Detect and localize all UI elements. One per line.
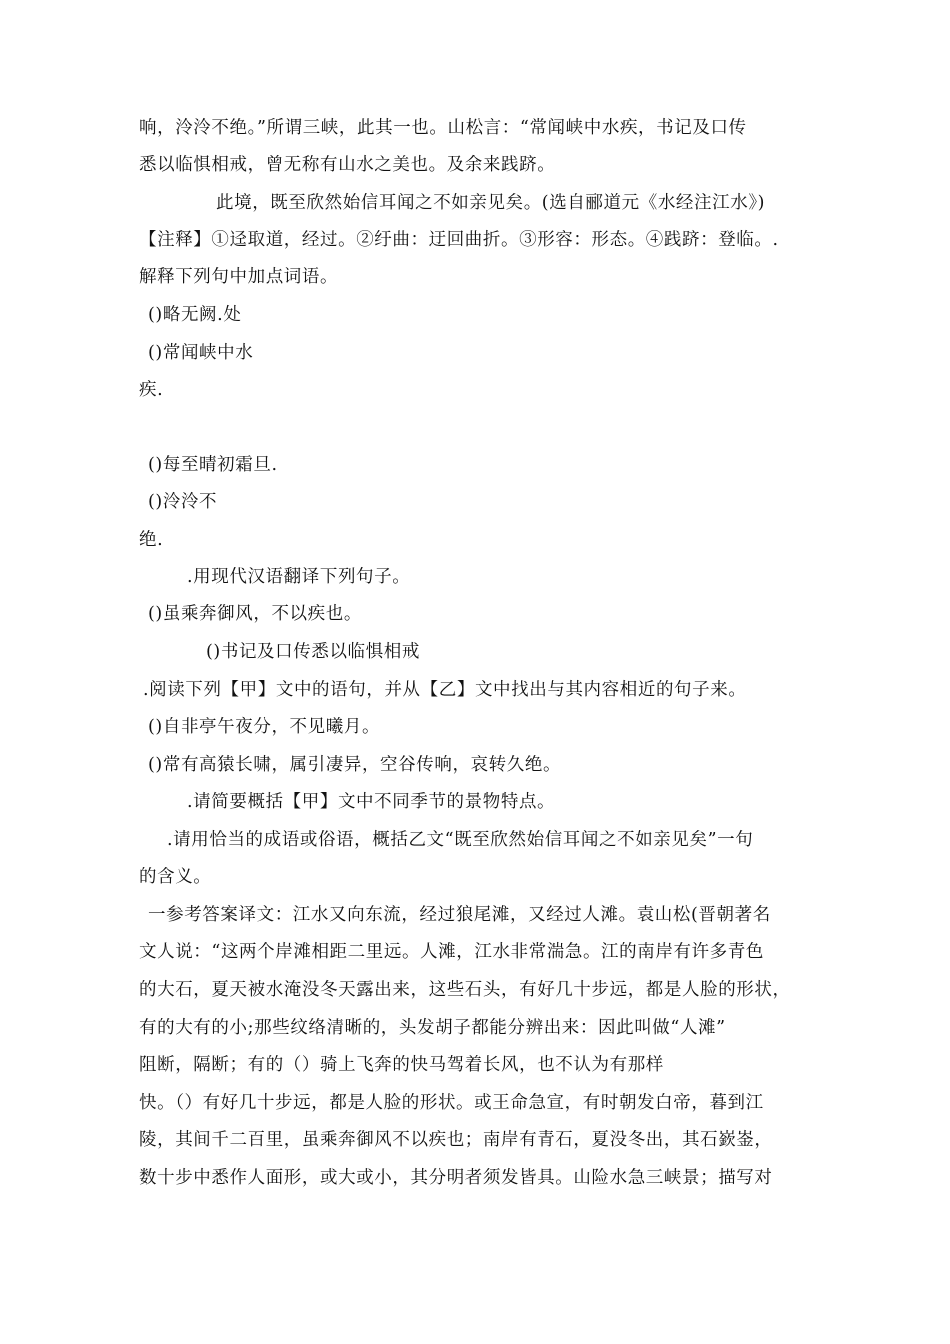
question-item-continued: 疾.	[139, 380, 164, 400]
question-item: ()常有高猿长啸，属引凄异，空谷传响，哀转久绝。	[148, 755, 562, 775]
question-heading: .请用恰当的成语或俗语，概括乙文“既至欣然始信耳闻之不如亲见矣”一句	[167, 830, 754, 850]
answer-line: 的大石，夏天被水淹没冬天露出来，这些石头，有好几十步远，都是人脸的形状，	[139, 980, 791, 1000]
question-item: ()自非亭午夜分，不见曦月。	[148, 717, 381, 737]
answer-line: 陵，其间千二百里，虽乘奔御风不以疾也；南岸有青石，夏没冬出，其石嶔崟，	[139, 1130, 773, 1150]
text-line: 响，泠泠不绝。”所谓三峡，此其一也。山松言：“常闻峡中水疾，书记及口传	[139, 118, 747, 138]
answer-line: 阻断，隔断；有的（）骑上飞奔的快马驾着长风，也不认为有那样	[139, 1055, 664, 1075]
question-item: ()虽乘奔御风，不以疾也。	[148, 604, 362, 624]
question-heading-continued: 的含义。	[139, 867, 212, 887]
answer-line: 有的大有的小;那些纹络清晰的，头发胡子都能分辨出来：因此叫做“人滩”	[139, 1018, 726, 1038]
question-item: ()泠泠不	[148, 492, 218, 512]
question-item-continued: 绝.	[139, 530, 164, 550]
answer-line: 一参考答案译文：江水又向东流，经过狼尾滩，又经过人滩。袁山松(晋朝著名	[148, 905, 771, 925]
text-line: 悉以临惧相戒，曾无称有山水之美也。及余来践跻。	[139, 155, 556, 175]
answer-line: 数十步中悉作人面形，或大或小，其分明者须发皆具。山险水急三峡景；描写对	[139, 1168, 773, 1188]
question-item: ()每至晴初霜旦.	[148, 455, 278, 475]
annotation-line: 【注释】①迳取道，经过。②纡曲：迂回曲折。③形容：形态。④践跻：登临。.	[139, 230, 779, 250]
question-item: ()略无阙.处	[148, 305, 242, 325]
answer-line: 快。（）有好几十步远，都是人脸的形状。或王命急宣，有时朝发白帝，暮到江	[139, 1093, 764, 1113]
question-item: ()常闻峡中水	[148, 343, 254, 363]
question-heading: .阅读下列【甲】文中的语句，并从【乙】文中找出与其内容相近的句子来。	[143, 680, 747, 700]
answer-line: 文人说：“这两个岸滩相距二里远。人滩，江水非常湍急。江的南岸有许多青色	[139, 942, 764, 962]
question-heading: 解释下列句中加点词语。	[139, 267, 339, 287]
question-heading: .请简要概括【甲】文中不同季节的景物特点。	[187, 792, 556, 812]
text-line: 此境，既至欣然始信耳闻之不如亲见矣。(选自郦道元《水经注江水》)	[216, 193, 766, 213]
question-heading: .用现代汉语翻译下列句子。	[187, 567, 411, 587]
question-item: ()书记及口传悉以临惧相戒	[206, 642, 420, 662]
